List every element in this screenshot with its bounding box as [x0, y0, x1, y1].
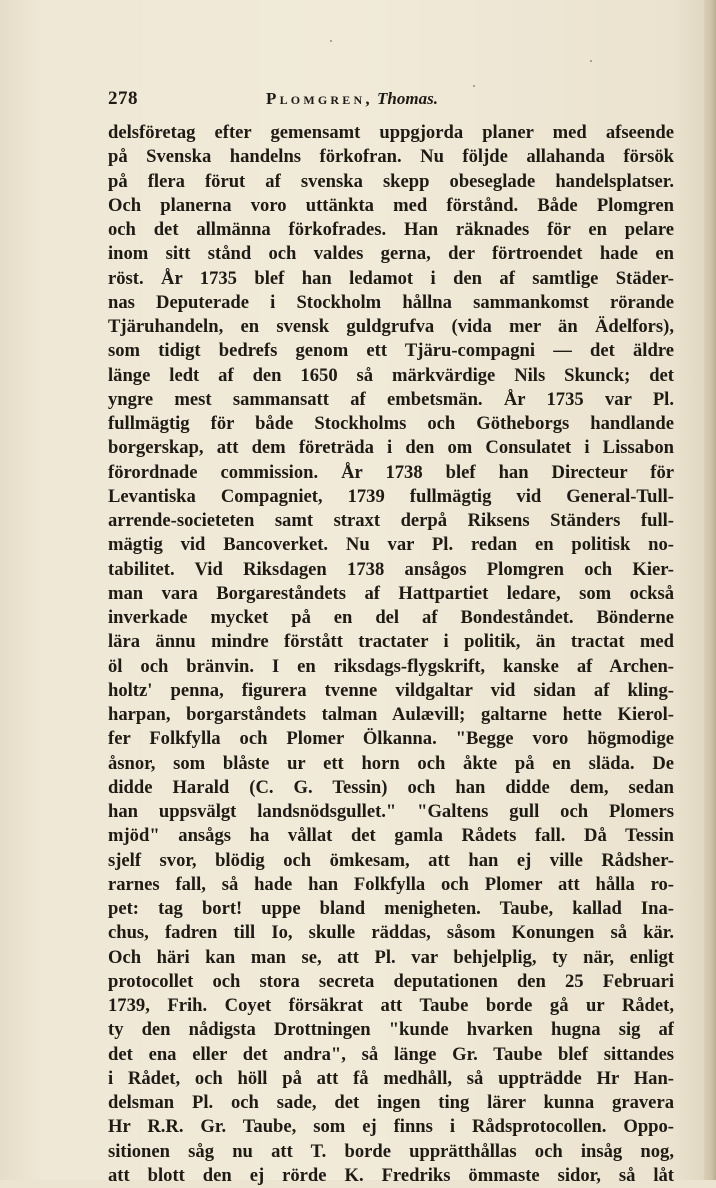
body-text [108, 121, 674, 1188]
text-line: förordnade commission. År 1738 blef han Directeur för [108, 461, 674, 483]
text-line: sjelf svor, blödig och ömkesam, att han ej ville Rådsher- [108, 849, 674, 871]
paper-speck [330, 40, 332, 42]
text-line: holtz' penna, figurera tvenne vildgaltar vid sidan af kling- [108, 679, 674, 701]
text-line: på flera förut af svenska skepp obeseglade handelsplatser. [108, 170, 674, 192]
text-line: borgerskap, att dem företräda i den om Consulatet i Lissabon [108, 437, 674, 459]
text-line: det ena eller det andra", så länge Gr. Taube blef sittandes [108, 1043, 674, 1065]
text-line: mägtig vid Bancoverket. Nu var Pl. redan en politisk no- [108, 534, 674, 556]
text-line: röst. År 1735 blef han ledamot i den af samtlige Städer- [108, 267, 674, 289]
text-line: pet: tag bort! uppe bland menigheten. Taube, kallad Ina- [108, 898, 674, 919]
text-line: ty den nådigsta Drottningen "kunde hvarken hugna sig af [108, 1019, 674, 1041]
text-line: åsnor, som blåste ur ett horn och åkte på en släda. De [108, 752, 674, 774]
text-line: tabilitet. Vid Riksdagen 1738 ansågos Plomgren och Kier- [108, 558, 674, 580]
text-line: chus, fadren till Io, skulle räddas, såsom Konungen så kär. [108, 922, 674, 944]
text-line: som tidigt bedrefs genom ett Tjäru-compagni — det äldre [108, 340, 674, 362]
paper-speck [473, 85, 475, 87]
page-edge-shadow [704, 0, 716, 1180]
text-line: i Rådet, och höll på att få medhåll, så uppträdde Hr Han- [108, 1067, 674, 1089]
text-line: på Svenska handelns förkofran. Nu följde allahanda försök [108, 146, 674, 168]
text-line: att blott den ej rörde K. Fredriks ömmaste sidor, så låt [108, 1164, 674, 1186]
running-head-given-name: Thomas. [372, 89, 438, 108]
text-line: nas Deputerade i Stockholm hållna sammankomst rörande [108, 291, 674, 313]
text-line: Hr R.R. Gr. Taube, som ej finns i Rådsprotocollen. Oppo- [108, 1116, 674, 1138]
text-line: didde Harald (C. G. Tessin) och han didde dem, sedan [108, 776, 674, 798]
text-line: man vara Borgareståndets af Hattpartiet ledare, som också [108, 582, 674, 604]
text-line: och det allmänna förkofrades. Han räknades för en pelare [108, 219, 674, 240]
text-line: fullmägtig för både Stockholms och Götheborgs handlande [108, 413, 674, 434]
running-head [266, 89, 438, 109]
text-line: Levantiska Compagniet, 1739 fullmägtig vid General-Tull- [108, 485, 674, 507]
text-line: fer Folkfylla och Plomer Ölkanna. "Begge voro högmodige [108, 728, 674, 750]
page-header [108, 88, 668, 112]
text-line: arrende-societeten samt straxt derpå Riksens Ständers full- [108, 510, 674, 531]
text-line: harpan, borgarståndets talman Aulævill; galtarne hette Kierol- [108, 704, 674, 725]
text-line: protocollet och stora secreta deputationen den 25 Februari [108, 970, 674, 992]
text-line: sitionen såg nu att T. borde upprätthållas och insåg nog, [108, 1140, 674, 1162]
text-line: Och planerna voro uttänkta med förstånd. Både Plomgren [108, 194, 674, 216]
text-line: delsman Pl. och sade, det ingen ting lärer kunna gravera [108, 1092, 674, 1113]
text-line: lära ännu mindre förstått tractater i politik, än tractat med [108, 631, 674, 653]
text-line: inom sitt stånd och valdes gerna, der förtroendet hade en [108, 243, 674, 265]
text-line: Och häri kan man se, att Pl. var behjelplig, ty när, enligt [108, 946, 674, 968]
page-number: 278 [108, 88, 138, 109]
text-line: Tjäruhandeln, en svensk guldgrufva (vida mer än Ädelfors), [108, 316, 674, 337]
text-line: rarnes fall, så hade han Folkfylla och Plomer att hålla ro- [108, 873, 674, 895]
text-line: 1739, Frih. Coyet försäkrat att Taube borde gå ur Rådet, [108, 995, 674, 1016]
paper-speck [590, 60, 592, 62]
text-line: mjöd" ansågs ha vållat det gamla Rådets fall. Då Tessin [108, 825, 674, 847]
text-line: han uppsvälgt landsnödsgullet." "Galtens gull och Plomers [108, 801, 674, 822]
text-line: delsföretag efter gemensamt uppgjorda planer med afseende [108, 122, 674, 143]
text-line: yngre mest sammansatt af embetsmän. År 1735 var Pl. [108, 388, 674, 410]
text-line: öl och bränvin. I en riksdags-flygskrift, kanske af Archen- [108, 655, 674, 677]
text-line: inverkade mycket på en del af Bondeståndet. Bönderne [108, 607, 674, 628]
running-head-surname: Plomgren, [266, 89, 373, 108]
text-line: länge ledt af den 1650 så märkvärdige Nils Skunck; det [108, 364, 674, 386]
